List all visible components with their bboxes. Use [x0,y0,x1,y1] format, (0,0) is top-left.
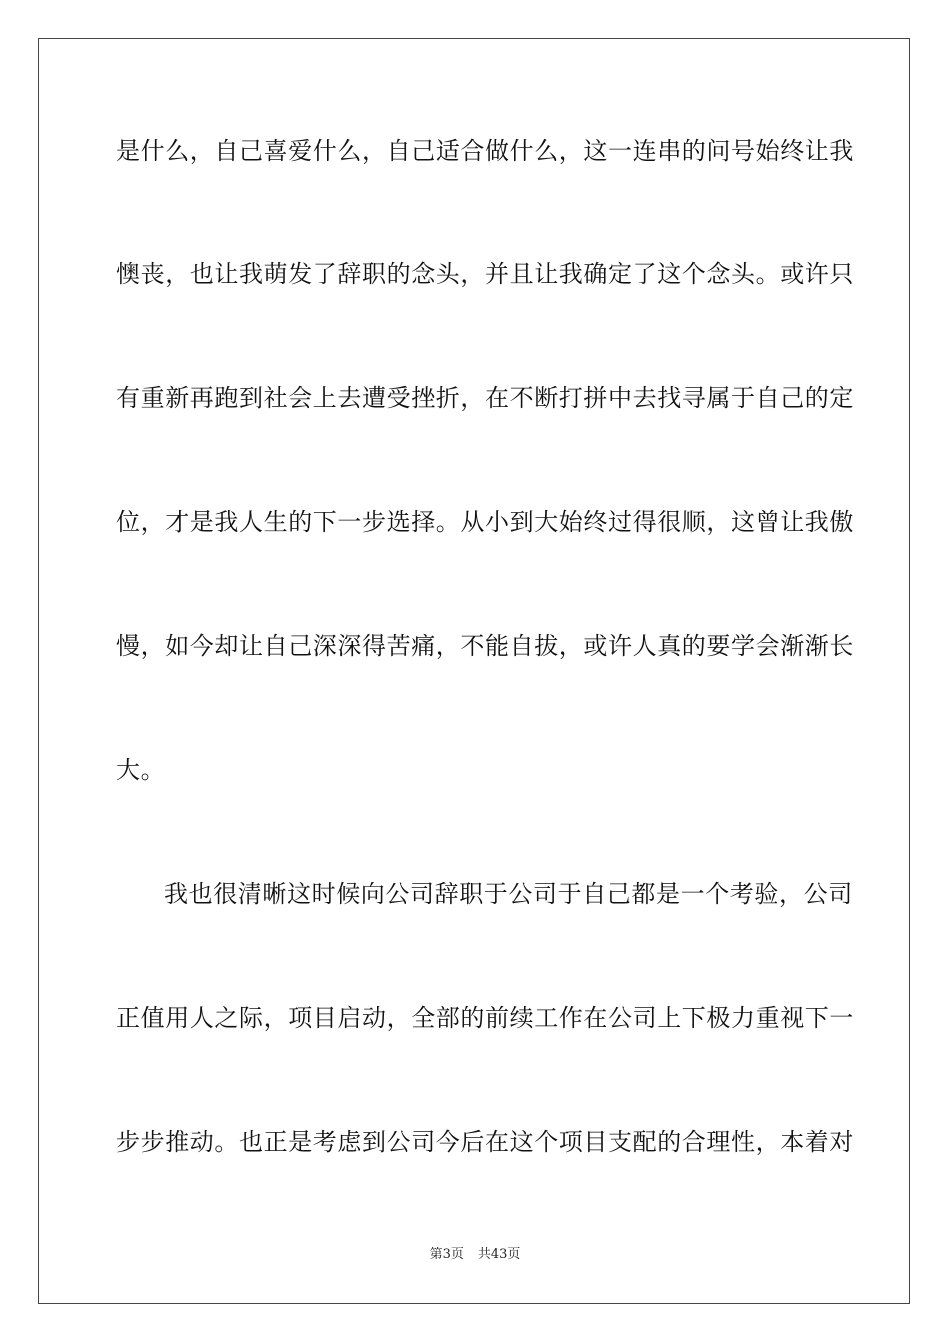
body-text-line: 有重新再跑到社会上去遭受挫折，在不断打拼中去找寻属于自己的定 [116,384,854,412]
body-text-line: 懊丧，也让我萌发了辞职的念头，并且让我确定了这个念头。或许只 [116,260,854,288]
body-text-line: 位，才是我人生的下一步选择。从小到大始终过得很顺，这曾让我傲 [116,508,854,536]
paragraph-first-line: 我也很清晰这时候向公司辞职于公司于自己都是一个考验，公司 [164,880,853,908]
body-text-line: 是什么，自己喜爱什么，自己适合做什么，这一连串的问号始终让我 [116,137,854,165]
page-frame [38,38,910,1304]
body-text-line: 慢，如今却让自己深深得苦痛，不能自拔，或许人真的要学会渐渐长 [116,632,854,660]
body-text-line: 大。 [116,756,166,784]
page-footer [0,1246,950,1264]
page-number: 第3页 [429,1247,464,1262]
body-text-line: 正值用人之际，项目启动，全部的前续工作在公司上下极力重视下一 [116,1004,854,1032]
page-total: 共43页 [477,1247,521,1262]
body-text-line: 步步推动。也正是考虑到公司今后在这个项目支配的合理性，本着对 [116,1128,854,1156]
